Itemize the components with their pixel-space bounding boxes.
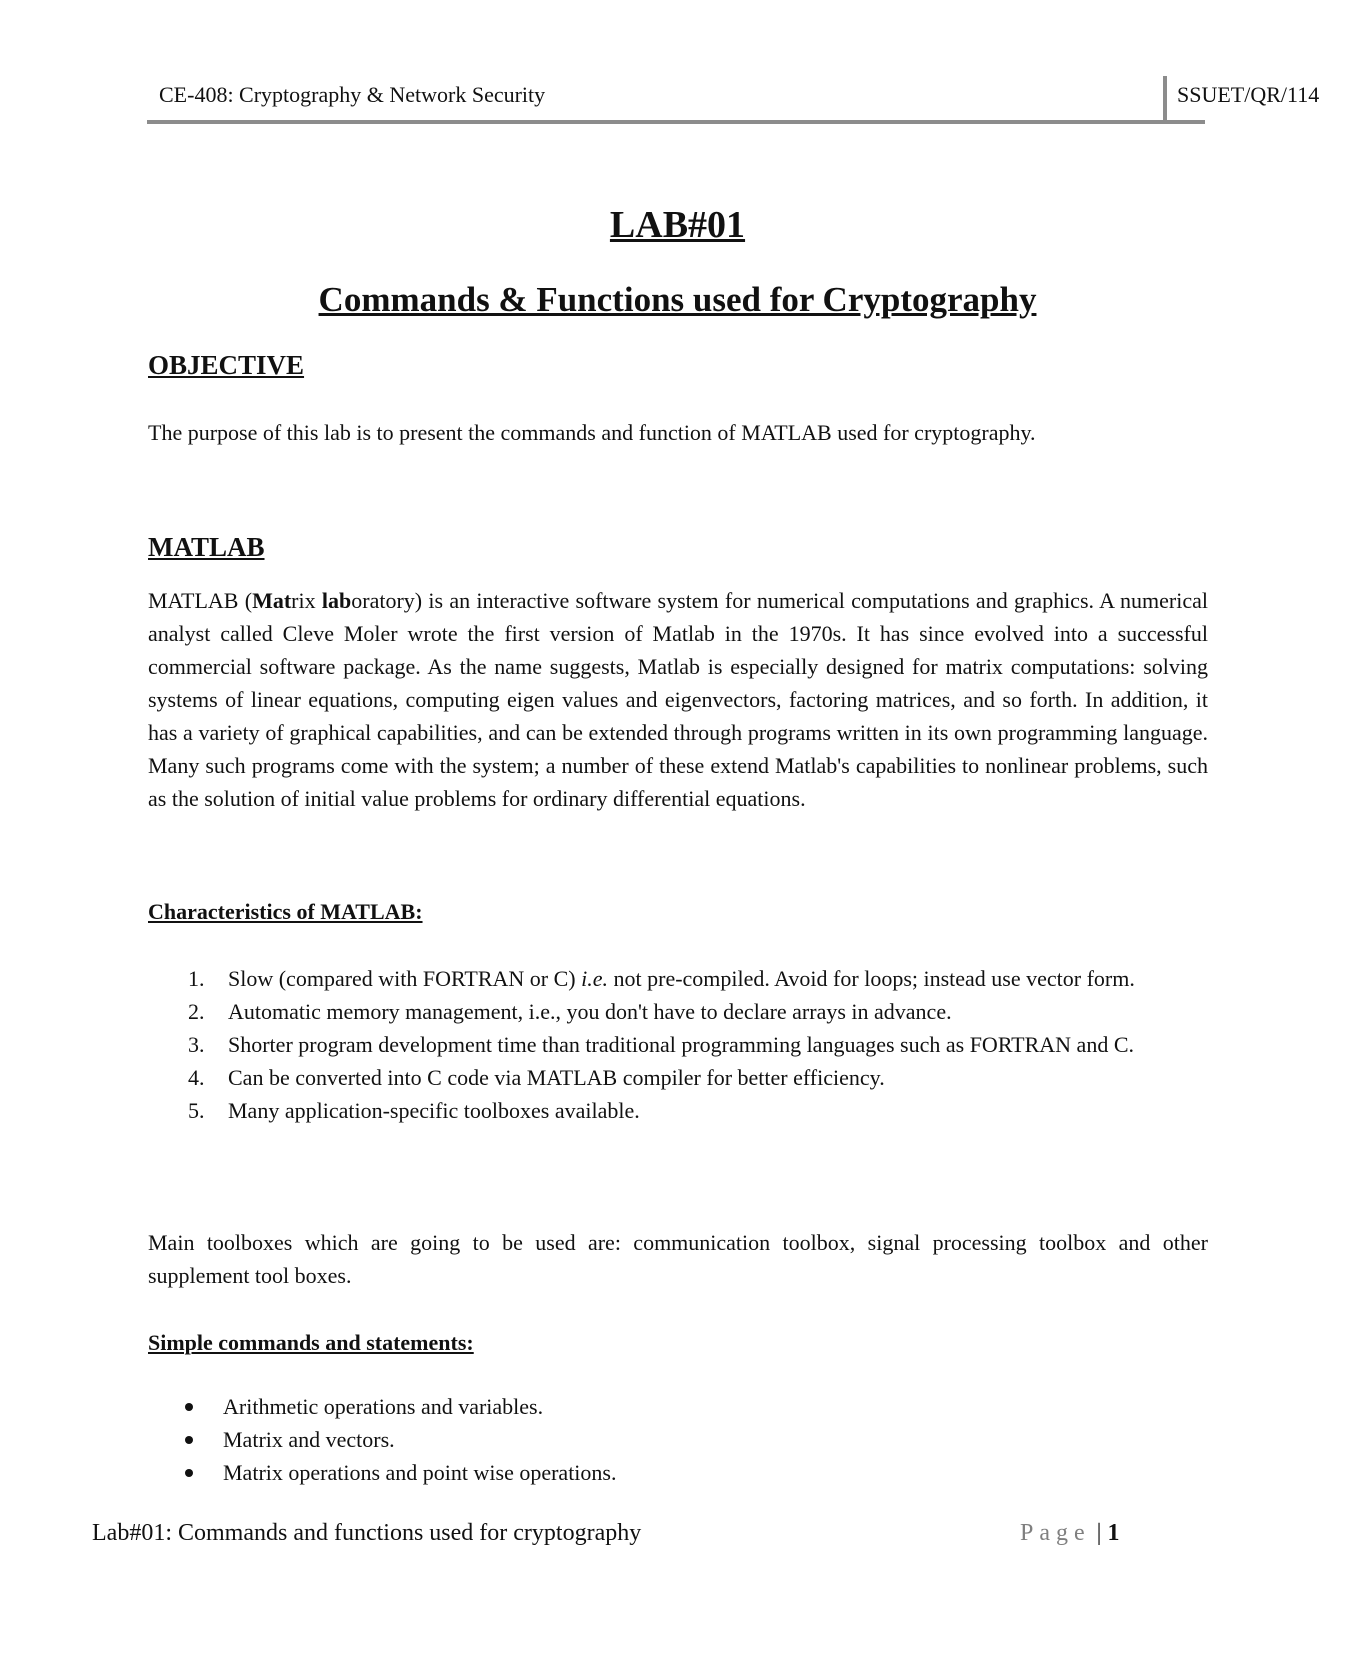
list-item	[188, 1094, 1208, 1127]
matlab-paragraph	[148, 584, 1208, 815]
objective-heading: OBJECTIVE	[148, 350, 305, 380]
list-number: 3.	[188, 1032, 205, 1057]
list-item	[180, 1390, 616, 1423]
list-number: 5.	[188, 1098, 205, 1123]
header-code: SSUET/QR/114	[1177, 82, 1320, 107]
objective-text: The purpose of this lab is to present the commands and function of MATLAB used for cryptography.	[148, 420, 1036, 445]
list-number: 1.	[188, 966, 205, 991]
list-text: Can be converted into C code via MATLAB compiler for better efficiency.	[228, 1065, 885, 1090]
matlab-lab-bold: lab	[321, 588, 352, 613]
page-label: Page	[1020, 1520, 1091, 1546]
list-number: 4.	[188, 1065, 205, 1090]
matlab-rix: rix	[291, 588, 322, 613]
list-text: Many application-specific toolboxes available.	[228, 1098, 640, 1123]
characteristics-list	[188, 962, 1208, 1127]
list-text: Shorter program development time than traditional programming languages such as FORTRAN and C.	[228, 1032, 1134, 1057]
bullet-icon	[185, 1436, 193, 1444]
bullet-icon	[185, 1469, 193, 1477]
list-item	[180, 1456, 616, 1489]
list-number: 2.	[188, 999, 205, 1024]
matlab-heading: MATLAB	[148, 532, 265, 562]
list-text: Matrix operations and point wise operations.	[223, 1460, 617, 1485]
list-item	[188, 1061, 1208, 1094]
simple-commands-heading: Simple commands and statements:	[148, 1330, 474, 1355]
lab-title: LAB#01	[609, 204, 746, 246]
lab-subtitle: Commands & Functions used for Cryptography	[318, 280, 1037, 319]
page-number: 1	[1107, 1520, 1120, 1546]
matlab-intro-prefix: MATLAB (	[148, 588, 253, 613]
matlab-rest: ) is an interactive software system for numerical computations and graphics. A numerical analyst called Cleve Moler wrote the first version of Matlab in the 1970s. It has since evolved into a successful commercial software package. As the name suggests, Matlab is especially designed for matrix computations: solving systems of linear equations, computing eigen values and eigenvectors, factoring matrices, and so forth. In addition, it has a variety of graphical capabilities, and can be extended through programs written in its own programming language. Many such programs come with the system; a number of these extend Matlab's capabilities to nonlinear problems, such as the solution of initial value problems for ordinary differential equations.	[148, 588, 1208, 811]
list-item	[188, 962, 1208, 995]
header-course: CE-408: Cryptography & Network Security	[159, 82, 546, 107]
list-text: not pre-compiled. Avoid for loops; instead use vector form.	[608, 966, 1135, 991]
footer-title: Lab#01: Commands and functions used for cryptography	[92, 1520, 642, 1546]
footer-page	[1020, 1520, 1119, 1547]
list-italic: i.e.	[581, 966, 608, 991]
toolboxes-paragraph: Main toolboxes which are going to be used are: communication toolbox, signal processing toolbox and other supplement tool boxes.	[148, 1230, 1208, 1288]
matlab-mat-bold: Mat	[252, 588, 292, 613]
page-header	[147, 76, 1320, 124]
list-text: Arithmetic operations and variables.	[223, 1394, 544, 1419]
list-text: Matrix and vectors.	[223, 1427, 395, 1452]
list-item	[180, 1423, 616, 1456]
characteristics-heading: Characteristics of MATLAB:	[148, 899, 423, 924]
list-item	[188, 995, 1208, 1028]
list-text: Automatic memory management, i.e., you don't have to declare arrays in advance.	[228, 999, 952, 1024]
matlab-oratory: oratory	[351, 588, 415, 613]
bullet-icon	[185, 1403, 193, 1411]
page-separator: |	[1090, 1520, 1108, 1546]
list-text: Slow (compared with FORTRAN or C)	[228, 966, 582, 991]
simple-commands-list	[180, 1390, 616, 1489]
header-separator	[1163, 76, 1167, 120]
list-item	[188, 1028, 1208, 1061]
